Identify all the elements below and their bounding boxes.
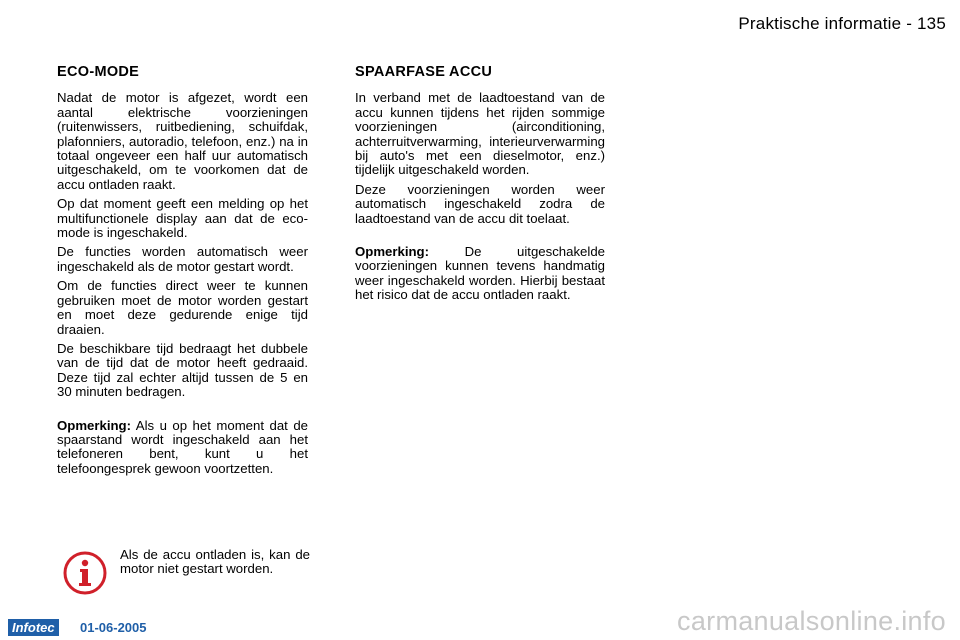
brand-logo: Infotec: [8, 619, 59, 636]
info-text: Als de accu ontladen is, kan de motor niet gestart worden.: [120, 547, 310, 577]
note: [355, 245, 605, 303]
info-icon: [62, 550, 108, 596]
spaarfase-section: [355, 65, 605, 308]
section-heading: SPAARFASE ACCU: [355, 64, 493, 80]
note-text: De uitgeschakelde voorzieningen kunnen tevens handmatig weer ingeschakeld worden. Hierbij bestaat het risico dat de accu ontladen raakt.: [355, 244, 605, 303]
spacer: [355, 231, 605, 245]
spacer: [57, 405, 308, 419]
paragraph: In verband met de laadtoestand van de accu kunnen tijdens het rijden sommige voorzieningen (airconditioning, achterruitverwarming, interieurverwarming bij auto's met een dieselmotor, enz.) tijdelijk uitgeschakeld worden.: [355, 90, 605, 178]
paragraph: Op dat moment geeft een melding op het multifunctionele display aan dat de eco-mode is ingeschakeld.: [57, 196, 308, 241]
paragraph: Om de functies direct weer te kunnen gebruiken moet de motor worden gestart en moet deze gedurende enige tijd draaien.: [57, 278, 308, 337]
note-text: Als u op het moment dat de spaarstand wordt ingeschakeld aan het telefoneren bent, kunt u het telefoongesprek gewoon voortzetten.: [57, 417, 308, 476]
paragraph: Deze voorzieningen worden weer automatisch ingeschakeld zodra de laadtoestand van de accu dit toelaat.: [355, 181, 605, 226]
note-label: Opmerking:: [57, 417, 132, 433]
note-label: Opmerking:: [355, 244, 430, 260]
paragraph: De beschikbare tijd bedraagt het dubbele van de tijd dat de motor heeft gedraaid. Deze tijd zal echter altijd tussen de 5 en 30 minuten bedragen.: [57, 340, 308, 400]
page-title: Praktische informatie - 135: [738, 14, 946, 33]
paragraph: De functies worden automatisch weer ingeschakeld als de motor gestart wordt.: [57, 244, 308, 274]
info-callout: [60, 548, 310, 598]
footer-date: 01-06-2005: [80, 620, 147, 635]
note: [57, 419, 308, 477]
eco-mode-section: [57, 65, 308, 481]
paragraph: Nadat de motor is afgezet, wordt een aantal elektrische voorzieningen (ruitenwissers, ruitbediening, schuifdak, plafonniers, autoradio, telefoon, enz.) na in totaal ongeveer een half uur automatisch uitgeschakeld, om te voorkomen dat de accu ontladen raakt.: [57, 90, 308, 192]
section-heading: ECO-MODE: [57, 64, 140, 80]
watermark: carmanualsonline.info: [677, 606, 946, 636]
